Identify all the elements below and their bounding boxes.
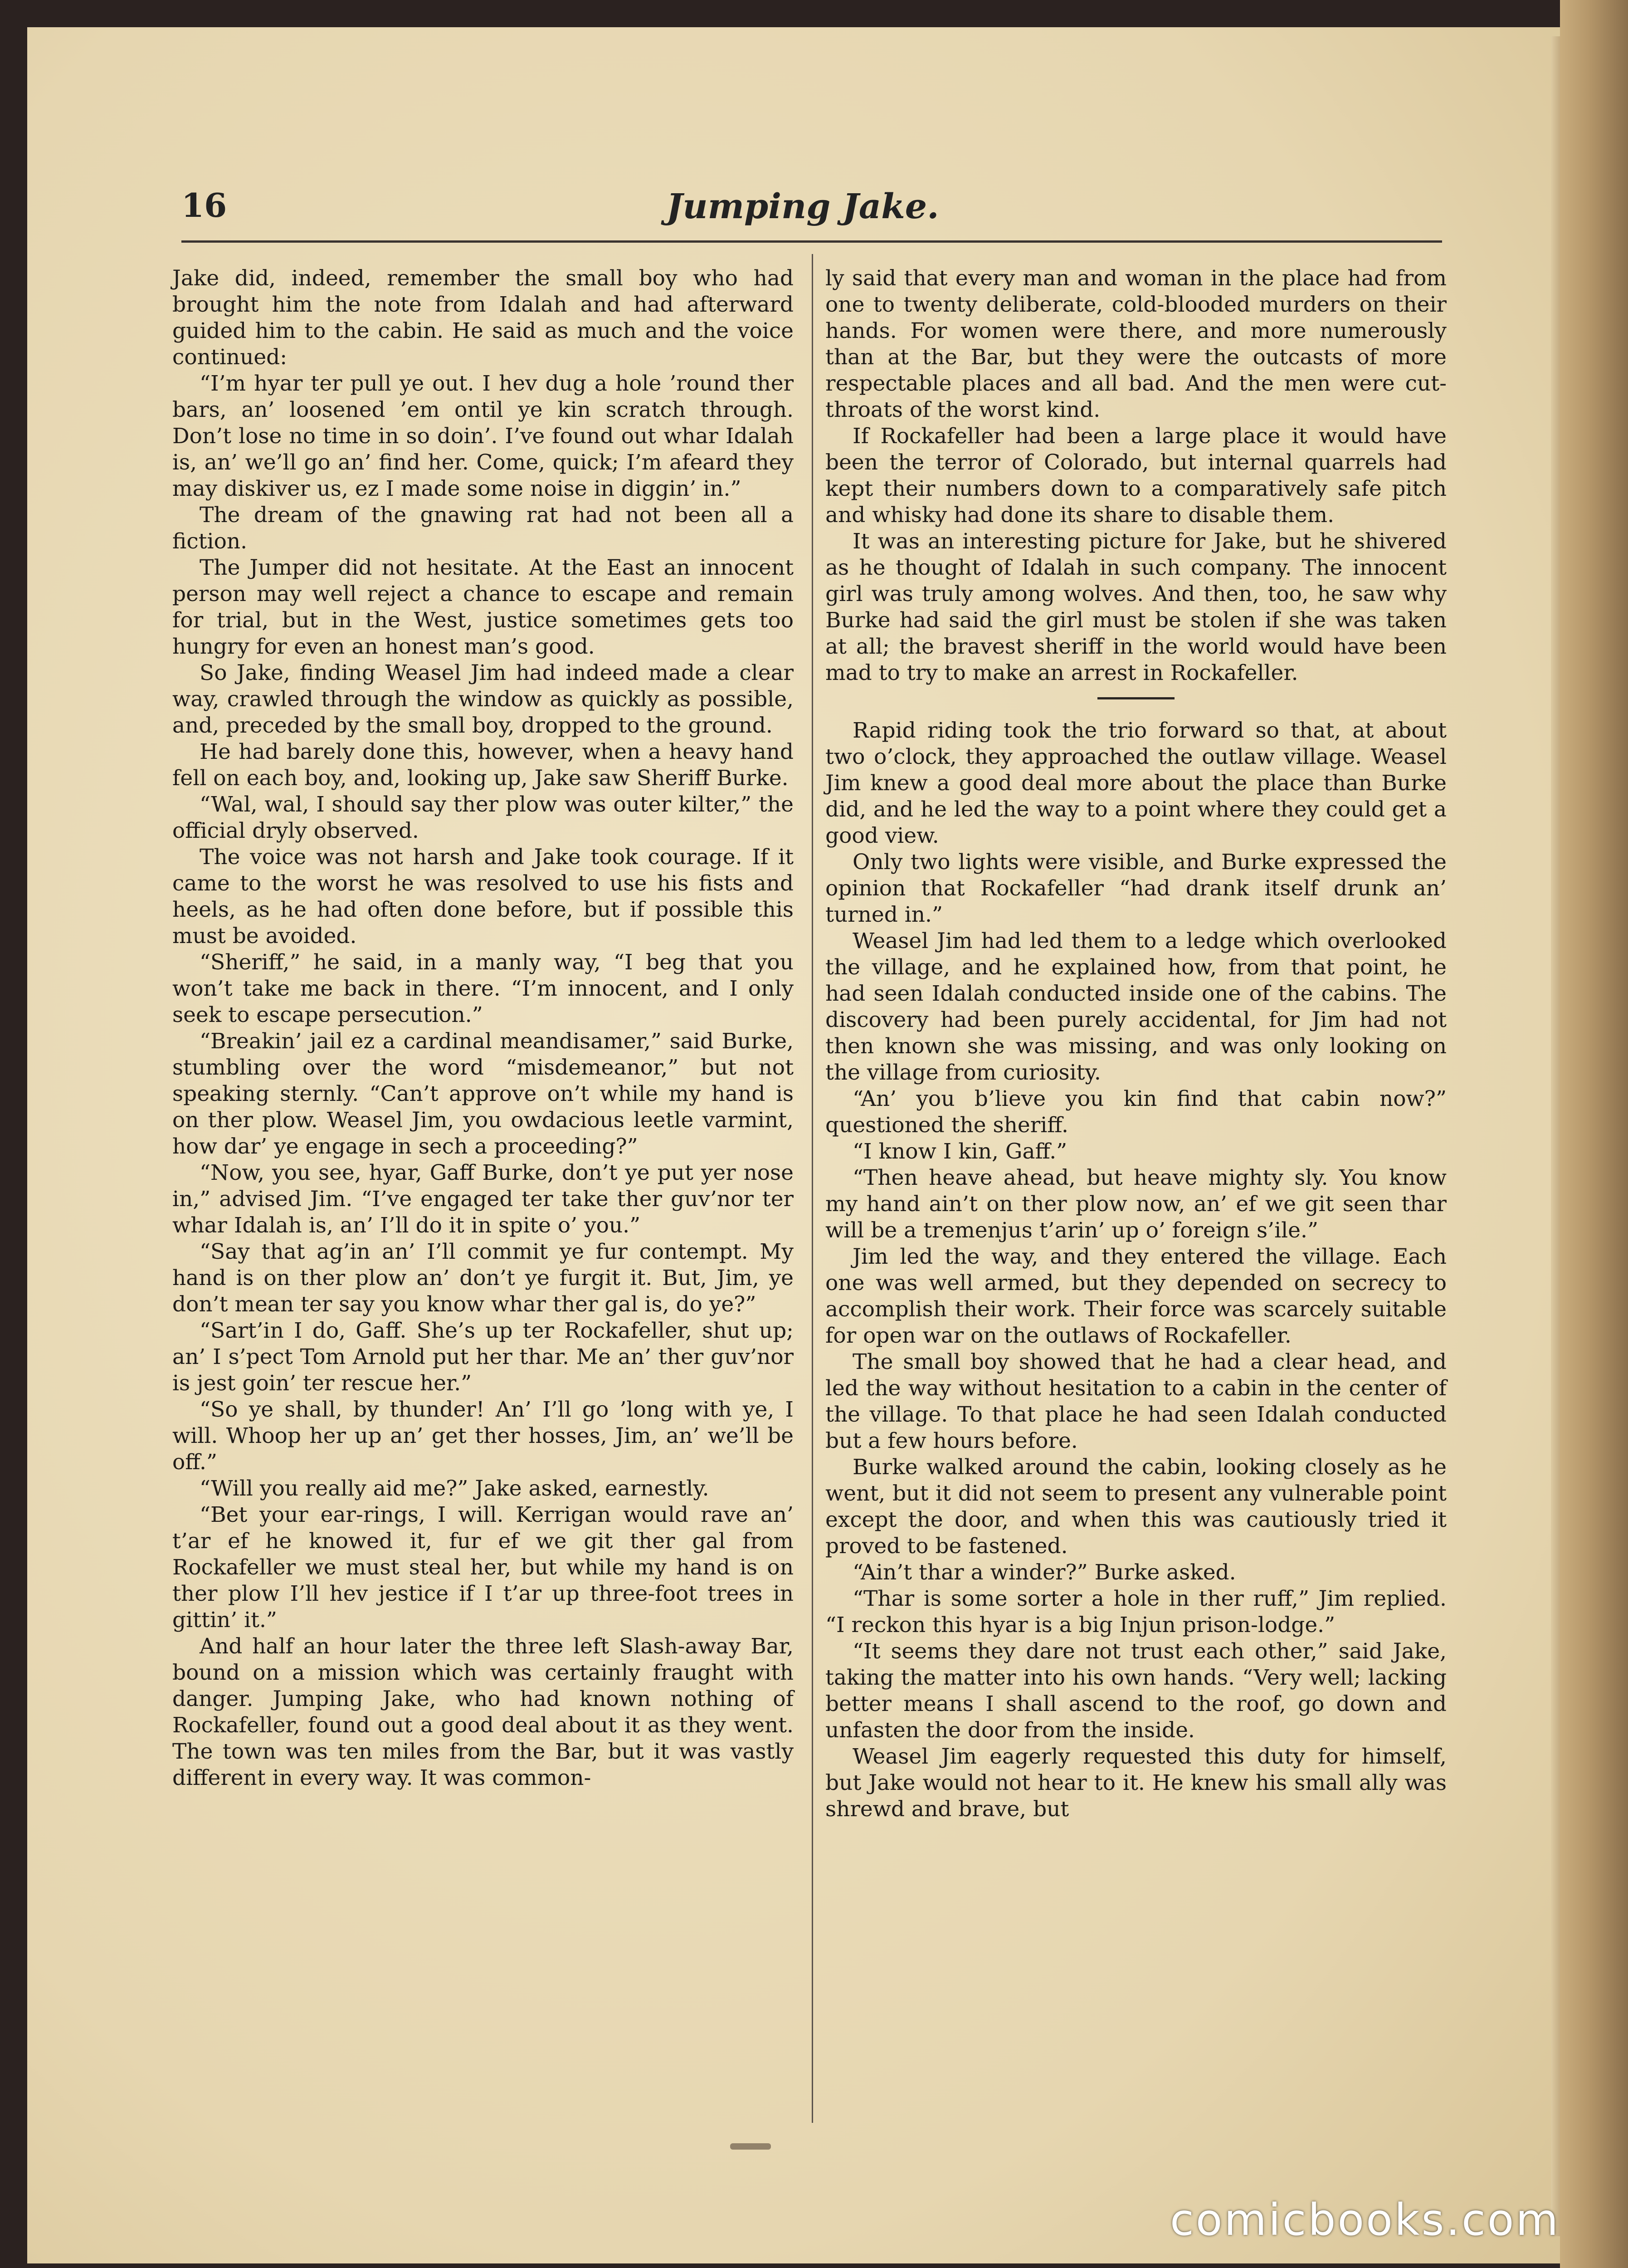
paragraph: Rapid riding took the trio forward so that, at about two o’clock, they approached the outlaw village. Weasel Jim knew a good deal more about the place than Burke did, and he led the way to a point where they could get a good view. — [825, 718, 1447, 848]
page-header — [181, 181, 1424, 236]
paragraph: “Now, you see, hyar, Gaff Burke, don’t ye put yer nose in,” advised Jim. “I’ve engaged ter take ther guv’nor ter whar Idalah is, an’ I’ll do it in spite o’ you.” — [172, 1160, 794, 1238]
header-rule — [181, 240, 1442, 243]
paragraph: So Jake, finding Weasel Jim had indeed made a clear way, crawled through the window as quickly as possible, and, preceded by the small boy, dropped to the ground. — [172, 660, 794, 738]
paragraph: “Ain’t thar a winder?” Burke asked. — [853, 1560, 1236, 1585]
running-title: Jumping Jake. — [666, 186, 939, 226]
paragraph: Only two lights were visible, and Burke expressed the opinion that Rockafeller “had drank itself drunk an’ turned in.” — [825, 850, 1447, 927]
print-mark — [730, 2143, 771, 2150]
paragraph: “Thar is some sorter a hole in ther ruff,” Jim replied. “I reckon this hyar is a big Injun prison-lodge.” — [825, 1586, 1447, 1637]
paragraph: The small boy showed that he had a clear head, and led the way without hesitation to a cabin in the center of the village. To that place he had seen Idalah conducted but a few hours before. — [825, 1349, 1447, 1453]
paragraph: “I’m hyar ter pull ye out. I hev dug a hole ’round ther bars, an’ loosened ’em ontil ye kin scratch through. Don’t lose no time in so doin’. I’ve found out whar Idalah is, an’ we’ll go an’ find her. Come, quick; I’m afeard they may diskiver us, ez I made some noise in diggin’ in.” — [172, 371, 794, 501]
paragraph: “Will you really aid me?” Jake asked, earnestly. — [200, 1476, 709, 1501]
paragraph: “Say that ag’in an’ I’ll commit ye fur contempt. My hand is on ther plow an’ don’t ye furgit it. But, Jim, ye don’t mean ter say you know whar ther gal is, do ye?” — [172, 1239, 794, 1317]
paragraph: Jake did, indeed, remember the small boy who had brought him the note from Idalah and had afterward guided him to the cabin. He said as much and the voice continued: — [172, 266, 794, 370]
paragraph: “Then heave ahead, but heave mighty sly. You know my hand ain’t on ther plow now, an’ ef we git seen thar will be a tremenjus t’arin’ up o’ foreign s’ile.” — [825, 1165, 1447, 1243]
paragraph: Jim led the way, and they entered the village. Each one was well armed, but they depended on secrecy to accomplish their work. Their force was scarcely suitable for open war on the outlaws of Rockafeller. — [825, 1244, 1447, 1348]
paragraph: “Breakin’ jail ez a cardinal meandisamer,” said Burke, stumbling over the word “misdemeanor,” but not speaking sternly. “Can’t approve on’t while my hand is on ther plow. Weasel Jim, you owdacious leetle varmint, how dar’ ye engage in sech a proceeding?” — [172, 1029, 794, 1159]
book-spine — [1560, 0, 1628, 2268]
paragraph: The dream of the gnawing rat had not been all a fiction. — [172, 503, 794, 554]
paragraph: “An’ you b’lieve you kin find that cabin now?” questioned the sheriff. — [825, 1086, 1447, 1138]
paragraph: Weasel Jim eagerly requested this duty for himself, but Jake would not hear to it. He knew his small ally was shrewd and brave, but — [825, 1744, 1447, 1822]
paragraph: “I know I kin, Gaff.” — [853, 1139, 1067, 1164]
paragraph: “Bet your ear-rings, I will. Kerrigan would rave an’ t’ar ef he knowed it, fur ef we git ther gal from Rockafeller we must steal her, but while my hand is on ther plow I’ll hev jestice if I t’ar up three-foot trees in gittin’ it.” — [172, 1502, 794, 1633]
paragraph: “Sart’in I do, Gaff. She’s up ter Rockafeller, shut up; an’ I s’pect Tom Arnold put her thar. Me an’ ther guv’nor is jest goin’ ter rescue her.” — [172, 1318, 794, 1396]
right-column — [825, 265, 1447, 1823]
paragraph: If Rockafeller had been a large place it would have been the terror of Colorado, but internal quarrels had kept their numbers down to a comparatively safe pitch and whisky had done its share to disable them. — [825, 424, 1447, 528]
paragraph: ly said that every man and woman in the place had from one to twenty deliberate, cold-blooded murders on their hands. For women were there, and more numerously than at the Bar, but they were the outcasts of more respectable places and all bad. And the men were cut-throats of the worst kind. — [825, 266, 1447, 422]
paragraph: He had barely done this, however, when a heavy hand fell on each boy, and, looking up, Jake saw Sheriff Burke. — [172, 739, 794, 791]
paragraph: Weasel Jim had led them to a ledge which overlooked the village, and he explained how, from that point, he had seen Idalah conducted inside one of the cabins. The discovery had been purely accidental, for Jim had not then known she was missing, and was only looking on the village from curiosity. — [825, 929, 1447, 1085]
paragraph: “It seems they dare not trust each other,” said Jake, taking the matter into his own hands. “Very well; lacking better means I shall ascend to the roof, go down and unfasten the door from the inside. — [825, 1639, 1447, 1743]
paragraph: And half an hour later the three left Slash-away Bar, bound on a mission which was certainly fraught with danger. Jumping Jake, who had known nothing of Rockafeller, found out a good deal about it as they went. The town was ten miles from the Bar, but it was vastly different in every way. It was common- — [172, 1634, 794, 1790]
left-column — [172, 265, 794, 1791]
watermark: comicbooks.com — [1170, 2195, 1560, 2245]
paragraph: “So ye shall, by thunder! An’ I’ll go ’long with ye, I will. Whoop her up an’ get ther hosses, Jim, an’ we’ll be off.” — [172, 1397, 794, 1475]
paragraph: The voice was not harsh and Jake took courage. If it came to the worst he was resolved to use his fists and heels, as he had often done before, but if possible this must be avoided. — [172, 845, 794, 948]
column-divider — [812, 254, 813, 2123]
paragraph: “Sheriff,” he said, in a manly way, “I beg that you won’t take me back in there. “I’m innocent, and I only seek to escape persecution.” — [172, 950, 794, 1027]
paragraph: Burke walked around the cabin, looking closely as he went, but it did not seem to present any vulnerable point except the door, and when this was cautiously tried it proved to be fastened. — [825, 1455, 1447, 1559]
paragraph: “Wal, wal, I should say ther plow was outer kilter,” the official dryly observed. — [172, 792, 794, 843]
section-separator — [1097, 697, 1175, 699]
paragraph: It was an interesting picture for Jake, but he shivered as he thought of Idalah in such company. The innocent girl was truly among wolves. And then, too, he saw why Burke had said the girl must be stolen if she was taken at all; the bravest sheriff in the world would have been mad to try to make an arrest in Rockafeller. — [825, 529, 1447, 685]
paragraph: The Jumper did not hesitate. At the East an innocent person may well reject a chance to escape and remain for trial, but in the West, justice sometimes gets too hungry for even an honest man’s good. — [172, 555, 794, 659]
page-number: 16 — [181, 186, 227, 225]
